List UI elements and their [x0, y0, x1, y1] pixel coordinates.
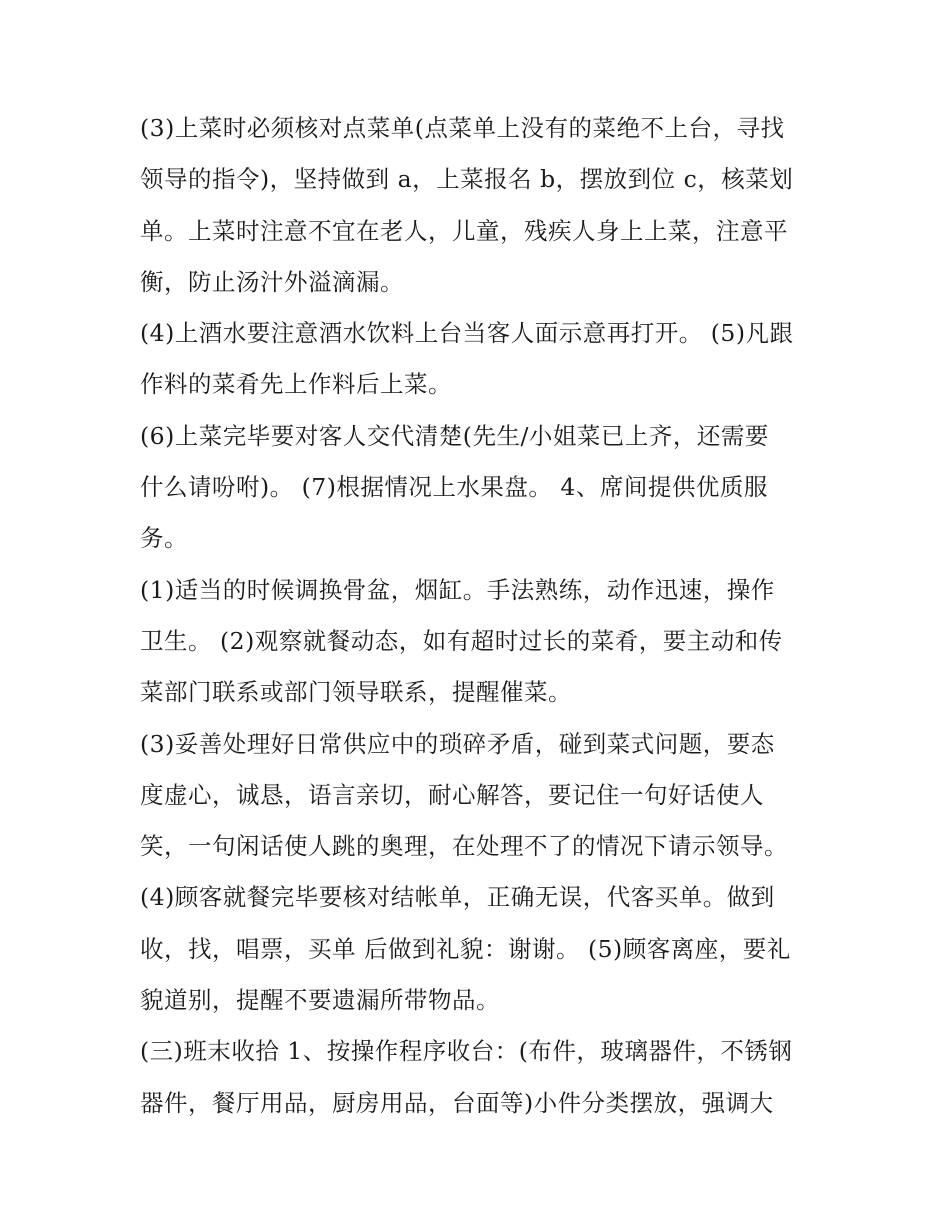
text-line: (1)适当的时候调换骨盆，烟缸。手法熟练，动作迅速，操作: [140, 575, 775, 604]
text-line: (4)上酒水要注意酒水饮料上台当客人面示意再打开。 (5)凡跟: [140, 319, 794, 348]
text-line: (三)班末收拾 1、按操作程序收台：(布件，玻璃器件，不锈钢: [140, 1037, 793, 1066]
text-line: (6)上菜完毕要对客人交代清楚(先生/小姐菜已上齐，还需要: [140, 421, 769, 450]
text-line: 器件，餐厅用品，厨房用品，台面等)小件分类摆放，强调大: [140, 1088, 774, 1117]
text-line: 单。上菜时注意不宜在老人，儿童，残疾人身上上菜，注意平: [140, 216, 788, 245]
text-line: (3)上菜时必须核对点菜单(点菜单上没有的菜绝不上台，寻找: [140, 114, 785, 142]
text-line: 务。: [140, 524, 188, 553]
text-line: 收，找，唱票，买单 后做到礼貌：谢谢。 (5)顾客离座，要礼: [140, 934, 791, 963]
text-line: 领导的指令)，坚持做到 a，上菜报名 b，摆放到位 c，核菜划: [140, 165, 794, 194]
text-line: (4)顾客就餐完毕要核对结帐单，正确无误，代客买单。做到: [140, 883, 775, 912]
text-line: 度虚心，诚恳，语言亲切，耐心解答，要记住一句好话使人: [140, 780, 764, 809]
text-line: 菜部门联系或部门领导联系，提醒催菜。: [140, 678, 572, 707]
text-line: 卫生。 (2)观察就餐动态，如有超时过长的菜肴，要主动和传: [140, 626, 783, 655]
text-line: 衡，防止汤汁外溢滴漏。: [140, 267, 404, 296]
text-line: 什么请吩咐)。 (7)根据情况上水果盘。 4、席间提供优质服: [140, 473, 768, 502]
document-body: [140, 103, 820, 1129]
text-line: 笑，一句闲话使人跳的奥理，在处理不了的情况下请示领导。: [140, 832, 788, 861]
text-line: 貌道别，提醒不要遗漏所带物品。: [140, 986, 500, 1015]
text-line: (3)妥善处理好日常供应中的琐碎矛盾，碰到菜式问题，要态: [140, 729, 775, 758]
text-line: 作料的菜肴先上作料后上菜。: [140, 370, 452, 399]
